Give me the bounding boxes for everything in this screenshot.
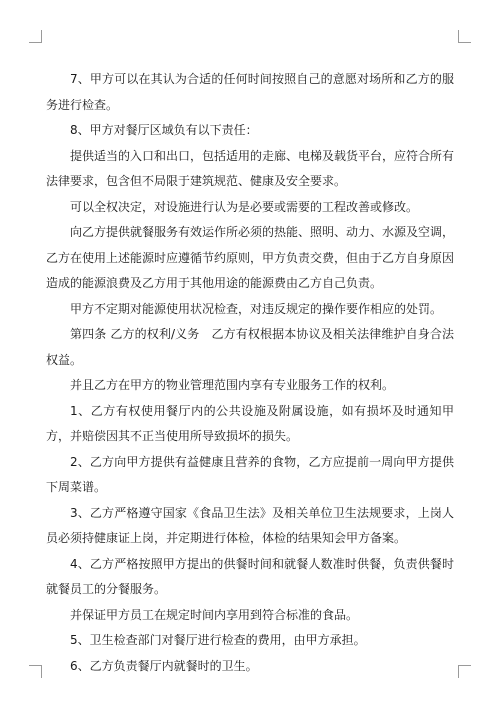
crop-mark-bottom-right [458,665,471,678]
paragraph-item-2: 2、乙方向甲方提供有益健康且营养的食物，乙方应提前一周向甲方提供下周菜谱。 [46,454,454,494]
paragraph-item-1: 1、乙方有权使用餐厅内的公共设施及附属设施，如有损坏及时通知甲方，并赔偿因其不正当使用所导致损坏的损失。 [46,403,454,443]
document-body [46,67,454,679]
paragraph-improvement: 可以全权决定，对设施进行认为是必要或需要的工程改善或修改。 [70,199,419,214]
crop-mark-top-left [29,30,42,43]
paragraph-service-right: 并且乙方在甲方的物业管理范围内享有专业服务工作的权利。 [70,378,395,392]
paragraph-standard-food: 并保证甲方员工在规定时间内享用到符合标准的食品。 [70,607,359,622]
paragraph-article-4: 第四条 乙方的权利/义务 乙方有权根据本协议及相关法律维护自身合法权益。 [46,327,454,367]
paragraph-item-4: 4、乙方严格按照甲方提出的供餐时间和就餐人数准时供餐，负责供餐时就餐员工的分餐服务。 [46,556,454,596]
paragraph-8: 8、甲方对餐厅区域负有以下责任： [70,123,258,137]
paragraph-item-3: 3、乙方严格遵守国家《食品卫生法》及相关单位卫生法规要求，上岗人员必须持健康证上岗，并定期进行体检，体检的结果知会甲方备案。 [46,505,454,545]
paragraph-7: 7、甲方可以在其认为合适的任何时间按照自己的意愿对场所和乙方的服务进行检查。 [46,72,454,112]
crop-mark-bottom-left [29,665,42,678]
paragraph-inspection: 甲方不定期对能源使用状况检查，对违反规定的操作要作相应的处罚。 [70,301,443,316]
paragraph-entrance: 提供适当的入口和出口，包括适用的走廊、电梯及载货平台，应符合所有法律要求，包含但不局限于建筑规范、健康及安全要求。 [46,148,455,188]
crop-mark-top-right [458,30,471,43]
paragraph-item-5: 5、卫生检查部门对餐厅进行检查的费用，由甲方承担。 [70,633,366,647]
paragraph-energy: 向乙方提供就餐服务有效运作所必须的热能、照明、动力、水源及空调，乙方在使用上述能源时应遵循节约原则，甲方负责交费，但由于乙方自身原因造成的能源浪费及乙方用于其他用途的能源费由乙方自己负责。 [46,225,455,290]
paragraph-item-6: 6、乙方负责餐厅内就餐时的卫生。 [70,658,258,673]
